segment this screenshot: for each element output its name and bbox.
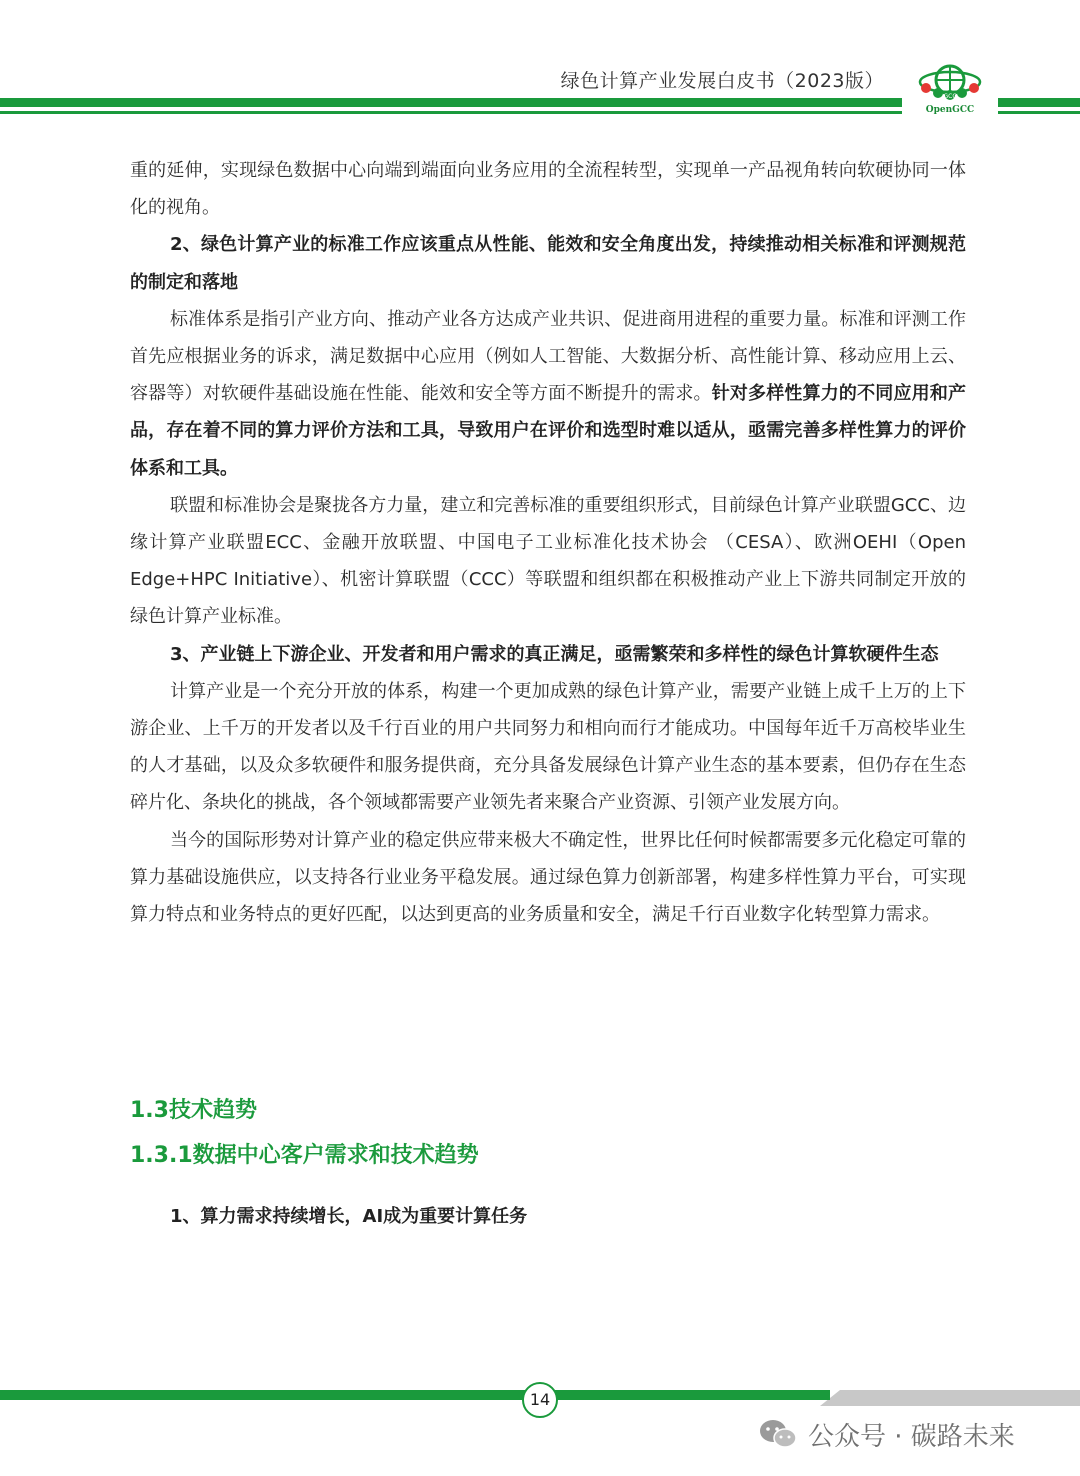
document-header-title: 绿色计算产业发展白皮书（2023版） bbox=[560, 70, 884, 92]
paragraph-alliances: 联盟和标准协会是聚拢各方力量，建立和完善标准的重要组织形式，目前绿色计算产业联盟GCC、边缘计算产业联盟ECC、金融开放联盟、中国电子工业标准化技术协会 （CESA）、欧洲OEHI（Open Edge+HPC Initiative）、机密计算联盟（CCC）等联盟和组织都在积极推动产业上下游共同制定开放的绿色计算产业标准。 bbox=[130, 494, 966, 628]
paragraph-standards-emphasis: 针对多样性算力的不同应用和产品，存在着不同的算力评价方法和工具，导致用户在评价和选型时难以适从，亟需完善多样性算力的评价体系和工具。 bbox=[130, 383, 966, 479]
subsection-title-datacenter: 1.3.1数据中心客户需求和技术趋势 bbox=[130, 1143, 479, 1168]
paragraph-supply: 当今的国际形势对计算产业的稳定供应带来极大不确定性，世界比任何时候都需要多元化稳定可靠的算力基础设施供应，以支持各行业业务平稳发展。通过绿色算力创新部署，构建多样性算力平台，可实现算力特点和业务特点的更好匹配，以达到更高的业务质量和安全，满足千行百业数字化转型算力需求。 bbox=[130, 829, 966, 926]
header-band-right bbox=[998, 98, 1080, 107]
page-number: 14 bbox=[522, 1382, 558, 1418]
main-content bbox=[130, 152, 966, 933]
logo-letters: GCC bbox=[943, 93, 957, 100]
logo-caption: OpenGCC bbox=[925, 105, 975, 115]
paragraph-continuation: 重的延伸，实现绿色数据中心向端到端面向业务应用的全流程转型，实现单一产品视角转向软硬协同一体化的视角。 bbox=[130, 160, 966, 219]
heading-ecosystem: 3、产业链上下游企业、开发者和用户需求的真正满足，亟需繁荣和多样性的绿色计算软硬件生态 bbox=[170, 643, 939, 665]
paragraph-standards-text: 标准体系是指引产业方向、推动产业各方达成产业共识、促进商用进程的重要力量。标准和评测工作首先应根据业务的诉求，满足数据中心应用（例如人工智能、大数据分析、高性能计算、移动应用上云、容器等）对软硬件基础设施在性能、能效和安全等方面不断提升的需求。 bbox=[130, 308, 966, 405]
footer-green-band bbox=[0, 1390, 830, 1400]
heading-standards: 2、绿色计算产业的标准工作应该重点从性能、能效和安全角度出发，持续推动相关标准和评测规范的制定和落地 bbox=[130, 234, 966, 293]
wechat-icon bbox=[758, 1418, 798, 1450]
subheading-compute-demand: 1、算力需求持续增长，AI成为重要计算任务 bbox=[170, 1206, 528, 1227]
header-line-left bbox=[0, 111, 902, 114]
watermark-text: 公众号 · 碳路未来 bbox=[808, 1421, 1015, 1452]
section-title-tech-trends: 1.3技术趋势 bbox=[130, 1098, 257, 1123]
paragraph-ecosystem: 计算产业是一个充分开放的体系，构建一个更加成熟的绿色计算产业，需要产业链上成千上万的上下游企业、上千万的开发者以及千行百业的用户共同努力和相向而行才能成功。中国每年近千万高校毕业生的人才基础，以及众多软硬件和服务提供商，充分具备发展绿色计算产业生态的基本要素，但仍存在生态碎片化、条块化的挑战，各个领域都需要产业领先者来聚合产业资源、引领产业发展方向。 bbox=[130, 680, 966, 814]
header-line-right bbox=[998, 111, 1080, 114]
paragraph-standards bbox=[130, 301, 966, 487]
header-band-left bbox=[0, 98, 902, 107]
wechat-watermark bbox=[758, 1414, 1015, 1454]
